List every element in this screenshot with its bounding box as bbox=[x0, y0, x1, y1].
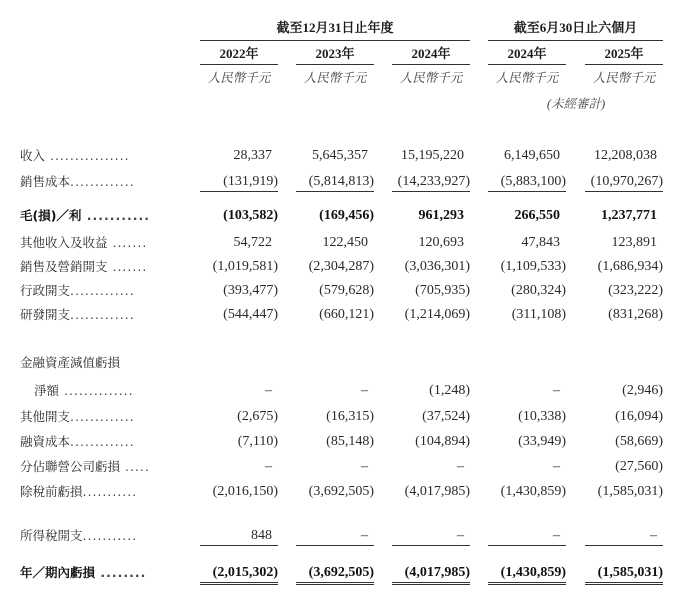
row-label: 其他開支 bbox=[20, 409, 71, 424]
unit-label: 人民幣千元 bbox=[592, 71, 656, 85]
group-header-six-months: 截至6月30日止六個月 bbox=[488, 20, 663, 41]
cell: (5,883,100) bbox=[488, 172, 566, 192]
row-label: 淨額 bbox=[34, 383, 60, 398]
row-label: 銷售及營銷開支 bbox=[20, 259, 108, 274]
leader-dots: ........... bbox=[82, 484, 138, 499]
cell: 47,843 bbox=[521, 235, 560, 250]
group-header-fiscal-year: 截至12月31日止年度 bbox=[200, 20, 470, 41]
row-label: 所得稅開支 bbox=[20, 528, 83, 543]
column-header-2024: 2024年 bbox=[392, 46, 470, 65]
cell: (85,148) bbox=[326, 434, 374, 449]
leader-dots: ........... bbox=[81, 208, 151, 223]
cell: (5,814,813) bbox=[296, 172, 374, 192]
cell: (10,338) bbox=[518, 409, 566, 424]
cell: (2,015,302) bbox=[200, 563, 278, 585]
cell: (2,304,287) bbox=[308, 259, 374, 274]
table-row-rd-expenses bbox=[0, 305, 690, 329]
cell: (311,108) bbox=[511, 307, 566, 322]
cell: (1,585,031) bbox=[597, 484, 663, 499]
cell: (37,524) bbox=[422, 409, 470, 424]
table-row-loss-before-tax bbox=[0, 482, 690, 506]
leader-dots: ............. bbox=[70, 434, 135, 449]
cell: (1,585,031) bbox=[585, 563, 663, 585]
cell: 1,237,771 bbox=[601, 208, 657, 223]
cell: (4,017,985) bbox=[404, 484, 470, 499]
unaudited-note: (未經審計) bbox=[546, 97, 606, 111]
cell: 5,645,357 bbox=[312, 148, 368, 163]
leader-dots: ............. bbox=[70, 283, 135, 298]
cell: (2,016,150) bbox=[212, 484, 278, 499]
cell: 12,208,038 bbox=[594, 148, 657, 163]
unit-label: 人民幣千元 bbox=[495, 71, 559, 85]
leader-dots: ............. bbox=[70, 409, 135, 424]
table-row-share-of-associates bbox=[0, 457, 690, 481]
cell: (2,675) bbox=[237, 409, 278, 424]
cell: (3,036,301) bbox=[404, 259, 470, 274]
row-label: 其他收入及收益 bbox=[20, 235, 108, 250]
cell: 6,149,650 bbox=[504, 148, 560, 163]
column-header-2024-h1: 2024年 bbox=[488, 46, 566, 65]
table-row-gross-profit bbox=[0, 206, 690, 230]
cell: (104,894) bbox=[415, 434, 470, 449]
cell: (1,686,934) bbox=[597, 259, 663, 274]
cell: (393,477) bbox=[223, 283, 278, 298]
cell: (1,019,581) bbox=[212, 259, 278, 274]
cell: (1,430,859) bbox=[488, 563, 566, 585]
cell: (280,324) bbox=[511, 283, 566, 298]
cell: (1,214,069) bbox=[404, 307, 470, 322]
cell: (579,628) bbox=[319, 283, 374, 298]
cell: 266,550 bbox=[514, 208, 560, 223]
cell: (4,017,985) bbox=[392, 563, 470, 585]
leader-dots: ....... bbox=[107, 259, 148, 274]
cell: 123,891 bbox=[611, 235, 657, 250]
cell: – bbox=[553, 383, 560, 398]
cell: – bbox=[361, 459, 368, 474]
cell: – bbox=[296, 526, 374, 546]
cell: (1,109,533) bbox=[500, 259, 566, 274]
table-row-other-expenses bbox=[0, 407, 690, 431]
cell: 54,722 bbox=[233, 235, 272, 250]
leader-dots: ............. bbox=[70, 307, 135, 322]
cell: – bbox=[585, 526, 663, 546]
leader-dots: ............. bbox=[70, 174, 135, 189]
leader-dots: ........... bbox=[82, 528, 138, 543]
table-row-admin-expenses bbox=[0, 281, 690, 305]
row-label: 毛(損)／利 bbox=[20, 208, 82, 223]
table-row-revenue bbox=[0, 146, 690, 170]
cell: – bbox=[392, 526, 470, 546]
table-row-impairment-heading bbox=[0, 353, 690, 377]
row-label: 除稅前虧損 bbox=[20, 484, 83, 499]
unit-label: 人民幣千元 bbox=[399, 71, 463, 85]
cell: – bbox=[553, 459, 560, 474]
cell: – bbox=[488, 526, 566, 546]
cell: (10,970,267) bbox=[585, 172, 663, 192]
leader-dots: .............. bbox=[59, 383, 134, 398]
row-label: 收入 bbox=[20, 148, 46, 163]
cell: (58,669) bbox=[615, 434, 663, 449]
column-header-2025-h1: 2025年 bbox=[585, 46, 663, 65]
leader-dots: ..... bbox=[120, 459, 150, 474]
cell: (660,121) bbox=[319, 307, 374, 322]
column-header-2022: 2022年 bbox=[200, 46, 278, 65]
table-row-income-tax bbox=[0, 526, 690, 550]
cell: 28,337 bbox=[233, 148, 272, 163]
leader-dots: ................ bbox=[45, 148, 130, 163]
cell: (14,233,927) bbox=[392, 172, 470, 192]
cell: (705,935) bbox=[415, 283, 470, 298]
unit-label: 人民幣千元 bbox=[303, 71, 367, 85]
cell: 961,293 bbox=[418, 208, 464, 223]
cell: – bbox=[265, 459, 272, 474]
cell: (27,560) bbox=[615, 459, 663, 474]
row-label: 融資成本 bbox=[20, 434, 71, 449]
column-header-2023: 2023年 bbox=[296, 46, 374, 65]
row-label: 年／期內虧損 bbox=[20, 565, 96, 580]
cell: (169,456) bbox=[319, 208, 374, 223]
cell: (831,268) bbox=[608, 307, 663, 322]
cell: (16,094) bbox=[615, 409, 663, 424]
cell: (1,430,859) bbox=[500, 484, 566, 499]
cell: (3,692,505) bbox=[308, 484, 374, 499]
cell: 848 bbox=[200, 526, 278, 546]
row-label: 行政開支 bbox=[20, 283, 71, 298]
table-row-loss-for-period bbox=[0, 563, 690, 587]
cell: (131,919) bbox=[200, 172, 278, 192]
row-label: 研發開支 bbox=[20, 307, 71, 322]
row-label: 金融資產減值虧損 bbox=[20, 355, 121, 370]
cell: (544,447) bbox=[223, 307, 278, 322]
leader-dots: ....... bbox=[107, 235, 148, 250]
table-row-cost-of-sales bbox=[0, 172, 690, 196]
cell: (1,248) bbox=[429, 383, 470, 398]
unit-label: 人民幣千元 bbox=[207, 71, 271, 85]
cell: – bbox=[265, 383, 272, 398]
table-row-selling-expenses bbox=[0, 257, 690, 281]
leader-dots: ........ bbox=[95, 565, 147, 580]
cell: (103,582) bbox=[223, 208, 278, 223]
table-row-impairment-net bbox=[0, 381, 690, 405]
cell: (3,692,505) bbox=[296, 563, 374, 585]
cell: (16,315) bbox=[326, 409, 374, 424]
cell: – bbox=[361, 383, 368, 398]
table-row-finance-costs bbox=[0, 432, 690, 456]
cell: (2,946) bbox=[622, 383, 663, 398]
cell: (33,949) bbox=[518, 434, 566, 449]
cell: (7,110) bbox=[237, 434, 278, 449]
cell: 122,450 bbox=[322, 235, 368, 250]
cell: – bbox=[457, 459, 464, 474]
row-label: 分佔聯營公司虧損 bbox=[20, 459, 121, 474]
cell: (323,222) bbox=[608, 283, 663, 298]
cell: 120,693 bbox=[418, 235, 464, 250]
row-label: 銷售成本 bbox=[20, 174, 71, 189]
cell: 15,195,220 bbox=[401, 148, 464, 163]
table-row-other-income bbox=[0, 233, 690, 257]
